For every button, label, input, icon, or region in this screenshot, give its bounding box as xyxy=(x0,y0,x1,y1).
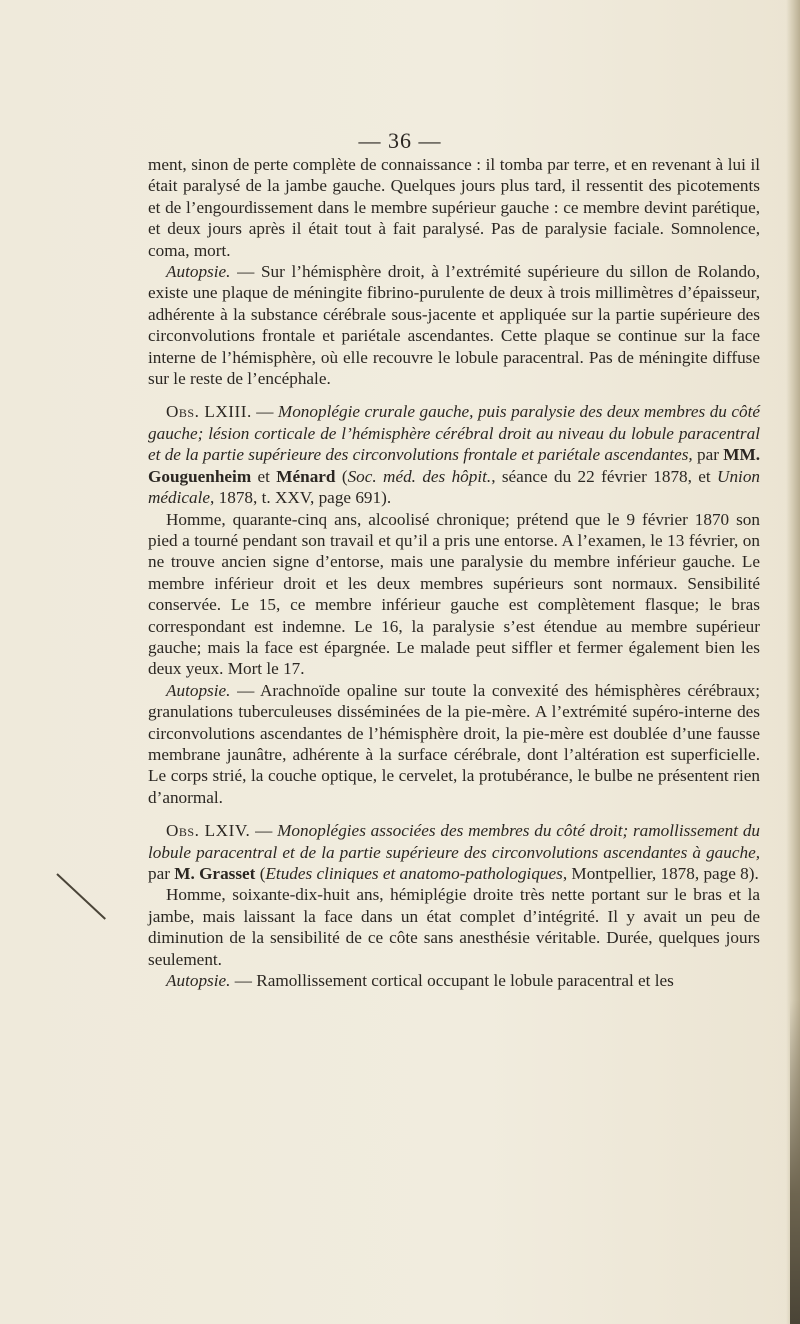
obs-author: Ménard xyxy=(276,466,336,486)
autopsie-text: — Ramollissement cortical occupant le lobule paracentral et les xyxy=(230,971,674,991)
obs-source: Soc. méd. des hôpit. xyxy=(347,466,492,486)
autopsie-paragraph-3 xyxy=(148,970,760,991)
obs-source: Etudes cliniques et anatomo-pathologiques xyxy=(265,864,563,883)
obs-title: Monoplégies associées des membres du côté droit; ramollissement du lobule paracentral et de la partie supérieure des circonvolutions ascendantes à gauche, xyxy=(148,821,761,862)
autopsie-label: Autopsie. xyxy=(166,680,231,700)
obs-author: M. Grasset xyxy=(174,864,256,883)
autopsie-paragraph-2 xyxy=(148,680,760,808)
obs-label: Obs. LXIII. xyxy=(166,402,252,422)
autopsie-label: Autopsie. xyxy=(166,262,231,282)
autopsie-text: — Sur l’hémisphère droit, à l’extrémité supérieure du sillon de Rolando, existe une plaque de méningite fibrino-purulente de deux à trois millimètres d’épaisseur, adhérente à la substance cérébrale sous-jacente et appliquée sur la partie supérieure des circonvolutions frontale et pariétale ascendantes. Cette plaque se continue sur la face interne de l’hémisphère, où elle recouvre le lobule paracentral. Pas de méningite diffuse sur le reste de l’encéphale. xyxy=(148,262,760,389)
observation-64-heading: Obs. LXIV. — Monoplégies associées des membres du côté droit; ramollissement du lobule paracentral et de la partie supérieure des circonvolutions ascendantes à gauche, par M. Grasset (Etudes cliniques et anatomo-pathologiques, Montpellier, 1878, page 8). xyxy=(148,821,761,883)
obs-source: Union médicale xyxy=(148,466,761,508)
case-paragraph-63: Homme, quarante-cinq ans, alcoolisé chronique; prétend que le 9 février 1870 son pied a tourné pendant son travail et qu’il a pris une entorse. A l’examen, le 13 février, on ne trouve ancien signe d’entorse, mais une paralysie du membre inférieur gauche. Le membre inférieur droit et les deux membres supérieurs sont normaux. Sensibilité conservée. Le 15, ce membre inférieur gauche est complètement flasque; le bras correspondant est indemne. Le 16, la paralysie s’est étendue au membre supérieur gauche; mais la face est épargnée. Le malade peut siffler et fermer également bien les deux yeux. Mort le 17. xyxy=(148,509,760,679)
obs-label: Obs. LXIV. xyxy=(166,821,251,841)
paragraph-continuation: ment, sinon de perte complète de connaissance : il tomba par terre, et en revenant à lui il était paralysé de la jambe gauche. Quelques jours plus tard, il ressentit des picotements et de l’engourdissement dans le membre supérieur gauche : ce membre devint parétique, et deux jours après il était tout à fait paralysé. Pas de paralysie faciale. Somnolence, coma, mort. xyxy=(148,155,760,260)
page-number: — 36 — xyxy=(358,128,442,153)
body-text xyxy=(148,154,760,991)
case-paragraph-64: Homme, soixante-dix-huit ans, hémiplégie droite très nette portant sur le bras et la jambe, mais laissant la face dans un état complet d’intégrité. Il y avait un peu de diminution de la sensibilité de ce côte sans anesthésie véritable. Durée, quelques jours seulement. xyxy=(148,885,760,969)
autopsie-paragraph-1 xyxy=(148,261,760,389)
autopsie-text: — Arachnoïde opaline sur toute la convexité des hémisphères cérébraux; granulations tuberculeuses disséminées de la pie-mère. A l’extrémité supéro-interne des circonvolutions ascendantes de l’hémisphère droit, la pie-mère est doublée d’une fausse membrane jaunâtre, adhérente à la surface cérébrale, dont l’altération est superficielle. Le corps strié, la couche optique, le cervelet, la protubérance, le bulbe ne présentent rien d’anormal. xyxy=(148,680,760,807)
page-edge-dark xyxy=(790,1000,800,1324)
obs-author: MM. Gouguenheim xyxy=(148,445,761,486)
autopsie-label: Autopsie. xyxy=(166,971,231,991)
pencil-margin-mark xyxy=(56,873,106,919)
observation-63-heading: Obs. LXIII. — Monoplégie crurale gauche, puis paralysie des deux membres du côté gauche; lésion corticale de l’hémisphère cérébral droit au niveau du lobule paracentral et de la partie supérieure des circonvolutions frontale et pariétale ascendantes, par MM. Gouguenheim et Ménard (Soc. méd. des hôpit., séance du 22 février 1878, et Union médicale, 1878, t. XXV, page 691). xyxy=(148,402,761,508)
obs-title: Monoplégie crurale gauche, puis paralysie des deux membres du côté gauche; lésion corticale de l’hémisphère cérébral droit au niveau du lobule paracentral et de la partie supérieure des circonvolutions frontale et pariétale ascendantes, xyxy=(148,402,761,465)
